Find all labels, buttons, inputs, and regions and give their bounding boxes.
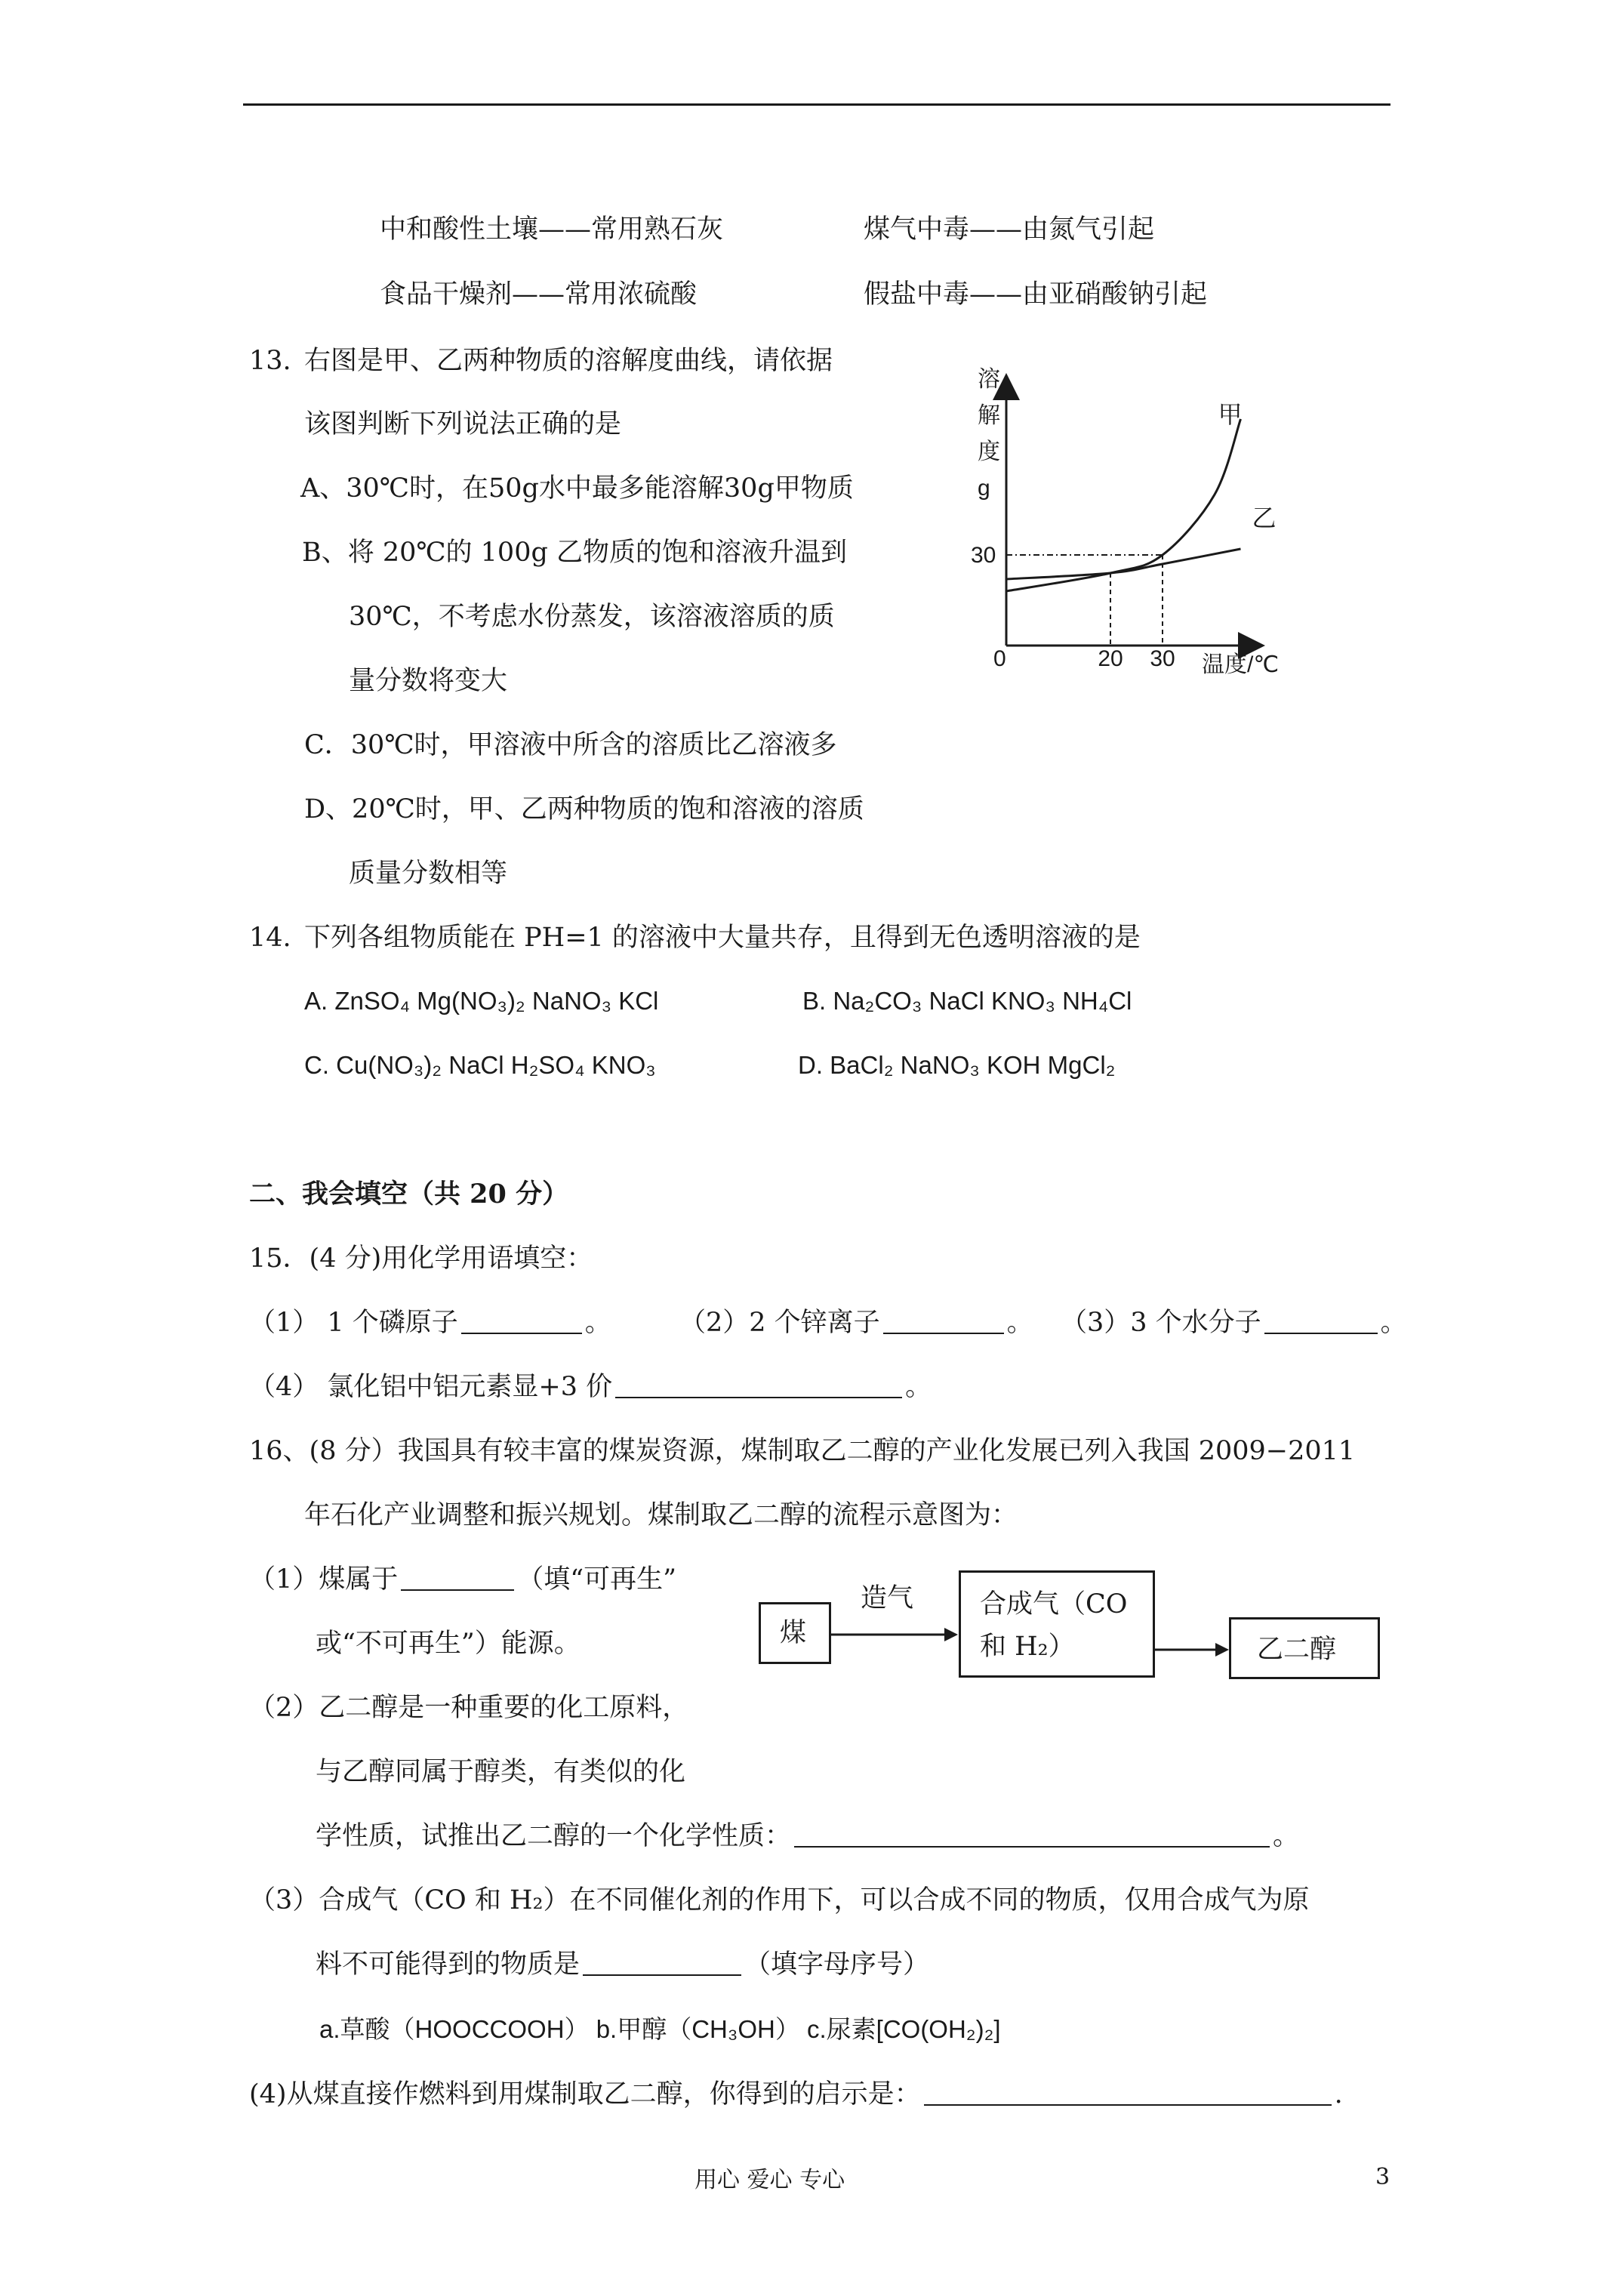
q16-part-3-line-1: （3）合成气（CO 和 H₂）在不同催化剂的作用下，可以合成不同的物质，仅用合成气为原 xyxy=(249,1885,1310,1915)
q13-option-b-3: 量分数将变大 xyxy=(349,666,508,696)
q13-option-c: C．30℃时，甲溶液中所含的溶质比乙溶液多 xyxy=(304,730,837,760)
q16-part-2-line-1: （2）乙二醇是一种重要的化工原料， xyxy=(249,1693,689,1723)
q15-part-4-label: （4） 氯化铝中铝元素显+3 价 xyxy=(249,1372,613,1402)
q14-text: 下列各组物质能在 PH=1 的溶液中大量共存，且得到无色透明溶液的是 xyxy=(304,923,1141,953)
q16-part-3-options: a.草酸（HOOCCOOH） b.甲醇（CH₃OH） c.尿素[CO(OH₂)₂] xyxy=(319,2015,1001,2043)
series-label-jia: 甲 xyxy=(1218,401,1243,428)
q14-option-d: D. BaCl₂ NaNO₃ KOH MgCl₂ xyxy=(798,1051,1116,1079)
flow-arrow-2 xyxy=(1155,1635,1230,1665)
q13-option-b-1: B、将 20℃的 100g 乙物质的饱和溶液升温到 xyxy=(302,538,847,568)
q14-option-b: B. Na₂CO₃ NaCl KNO₃ NH₄Cl xyxy=(802,987,1132,1015)
q13-option-d-2: 质量分数相等 xyxy=(349,858,508,889)
q15-part-3-label: （3）3 个水分子 xyxy=(1061,1308,1261,1338)
item-line-1b: 煤气中毒——由氮气引起 xyxy=(864,214,1155,245)
q15-part-4-end: 。 xyxy=(905,1372,932,1402)
q15-part-1-end: 。 xyxy=(584,1308,611,1338)
q16-answer-blank-1[interactable] xyxy=(401,1567,514,1591)
x-tick-label-20: 20 xyxy=(1098,646,1123,671)
q15-answer-blank-3[interactable] xyxy=(1264,1310,1378,1334)
q16-part-2-label: 学性质，试推出乙二醇的一个化学性质： xyxy=(316,1821,792,1851)
q16-text-1: 16、(8 分）我国具有较丰富的煤炭资源，煤制取乙二醇的产业化发展已列入我国 2009−2011 xyxy=(249,1436,1356,1466)
flow-box-product xyxy=(1229,1617,1380,1679)
q15-part-2-label: （2）2 个锌离子 xyxy=(679,1308,880,1338)
flow-box-syngas-label-1: 合成气（CO xyxy=(980,1589,1128,1620)
flow-box-product-label: 乙二醇 xyxy=(1257,1635,1337,1665)
series-line-jia xyxy=(1006,419,1241,591)
q16-part-3-hint: （填字母序号） xyxy=(744,1949,930,1980)
flow-box-coal xyxy=(759,1602,831,1664)
q13-text-2: 该图判断下列说法正确的是 xyxy=(304,409,622,439)
flow-arrow-1 xyxy=(831,1620,959,1650)
x-tick-label-30: 30 xyxy=(1150,646,1175,671)
q16-part-3-line-2 xyxy=(316,1948,929,1981)
q13-option-b-2: 30℃，不考虑水份蒸发，该溶液溶质的质 xyxy=(349,602,835,632)
flow-arrow-label: 造气 xyxy=(861,1583,914,1613)
solubility-chart xyxy=(936,355,1291,687)
q15-part-2 xyxy=(679,1306,1033,1339)
flow-box-syngas xyxy=(959,1570,1155,1678)
q16-answer-blank-3[interactable] xyxy=(583,1952,741,1976)
q14-option-a: A. ZnSO₄ Mg(NO₃)₂ NaNO₃ KCl xyxy=(304,987,659,1015)
y-axis-label-char: 溶 xyxy=(978,367,1000,392)
series-label-yi: 乙 xyxy=(1252,504,1277,532)
q13-option-d-1: D、20℃时，甲、乙两种物质的饱和溶液的溶质 xyxy=(304,794,864,824)
item-line-1a: 中和酸性土壤——常用熟石灰 xyxy=(380,214,724,245)
series-line-yi xyxy=(1006,549,1241,579)
q15-answer-blank-1[interactable] xyxy=(461,1310,582,1334)
footer-motto: 用心 爱心 专心 xyxy=(694,2167,845,2193)
q15-answer-blank-2[interactable] xyxy=(883,1310,1004,1334)
q16-part-4 xyxy=(249,2078,1343,2111)
q15-part-1 xyxy=(249,1306,611,1339)
flow-box-syngas-label-2: 和 H₂） xyxy=(980,1632,1075,1662)
item-line-2b: 假盐中毒——由亚硝酸钠引起 xyxy=(864,279,1208,310)
q16-answer-blank-4[interactable] xyxy=(924,2082,1332,2106)
q15-part-4 xyxy=(249,1370,932,1404)
q16-part-1-line-2: 或“不可再生”）能源。 xyxy=(316,1629,581,1659)
q16-part-3-label: 料不可能得到的物质是 xyxy=(316,1949,581,1980)
q16-part-2-line-2: 与乙醇同属于醇类，有类似的化 xyxy=(316,1757,686,1787)
q16-part-1-hint: （填“可再生” xyxy=(517,1564,677,1595)
q16-part-4-end: . xyxy=(1334,2079,1343,2110)
y-axis-label-char: 解 xyxy=(978,403,1000,428)
q16-part-2-line-3 xyxy=(316,1820,1299,1853)
q15-part-3-end: 。 xyxy=(1380,1308,1407,1338)
q15-part-3 xyxy=(1061,1306,1407,1339)
q15-text: 15．(4 分)用化学用语填空： xyxy=(249,1244,593,1274)
q16-answer-blank-2[interactable] xyxy=(794,1823,1270,1848)
q13-number: 13. xyxy=(249,346,291,376)
x-axis-label: 温度/℃ xyxy=(1202,652,1280,677)
section-2-title: 二、我会填空（共 20 分） xyxy=(249,1179,569,1210)
item-line-2a: 食品干燥剂——常用浓硫酸 xyxy=(380,279,698,310)
page-number: 3 xyxy=(1375,2164,1390,2190)
q15-part-1-label: （1） 1 个磷原子 xyxy=(249,1308,458,1338)
q16-part-2-end: 。 xyxy=(1273,1821,1300,1851)
origin-label: 0 xyxy=(993,646,1006,671)
q15-answer-blank-4[interactable] xyxy=(615,1374,902,1398)
q16-text-2: 年石化产业调整和振兴规划。煤制取乙二醇的流程示意图为： xyxy=(304,1500,1018,1530)
y-tick-label-30: 30 xyxy=(971,543,996,568)
y-axis-label-char: g xyxy=(978,476,990,501)
y-axis-label xyxy=(978,367,1000,501)
q14-number: 14. xyxy=(249,923,291,953)
q16-part-1-line-1 xyxy=(249,1563,676,1596)
q13-option-a: A、30℃时，在50g水中最多能溶解30g甲物质 xyxy=(300,473,854,504)
q15-part-2-end: 。 xyxy=(1006,1308,1033,1338)
q16-part-1-label: （1）煤属于 xyxy=(249,1564,399,1595)
q13-text-1: 右图是甲、乙两种物质的溶解度曲线，请依据 xyxy=(304,346,833,376)
q14-option-c: C. Cu(NO₃)₂ NaCl H₂SO₄ KNO₃ xyxy=(304,1051,656,1079)
header-rule xyxy=(243,103,1390,106)
flow-box-coal-label: 煤 xyxy=(780,1618,807,1648)
q16-part-4-label: (4)从煤直接作燃料到用煤制取乙二醇，你得到的启示是： xyxy=(249,2079,921,2110)
y-axis-label-char: 度 xyxy=(978,439,1000,464)
